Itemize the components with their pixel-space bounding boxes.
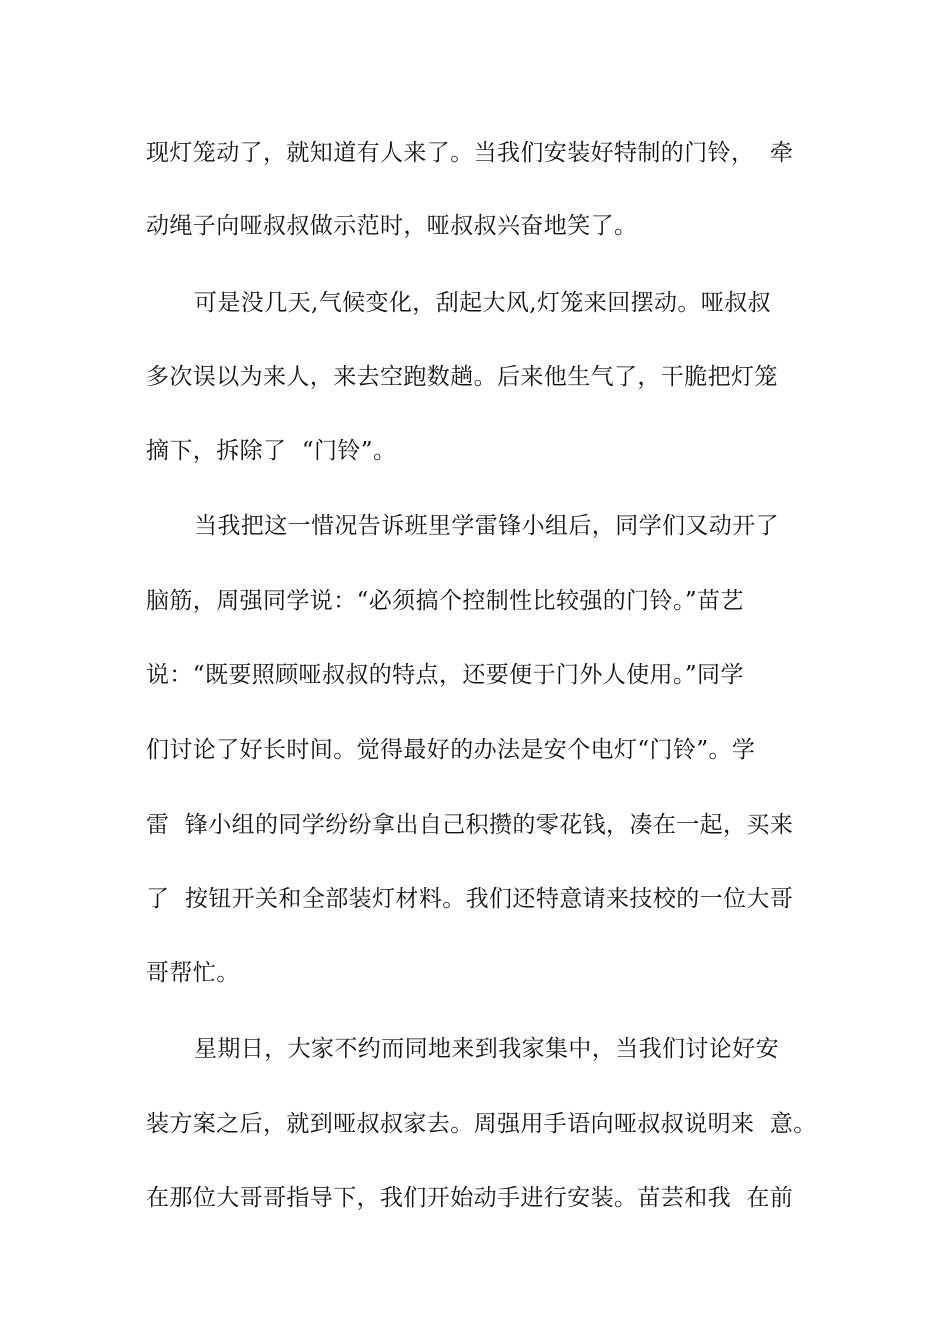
text-line: 雷 锋小组的同学纷纷拿出自己积攒的零花钱，凑在一起，买来 bbox=[146, 812, 794, 838]
text-line: 动绳子向哑叔叔做示范时，哑叔叔兴奋地笑了。 bbox=[146, 213, 638, 239]
paragraph-start-line: 可是没几天,气候变化，刮起大风,灯笼来回摆动。哑叔叔 bbox=[194, 290, 772, 316]
text-line: 了 按钮开关和全部装灯材料。我们还特意请来技校的一位大哥 bbox=[146, 886, 794, 912]
text-line: 多次误以为来人，来去空跑数趟。后来他生气了，干脆把灯笼 bbox=[146, 364, 778, 390]
text-line: 脑筋，周强同学说：“必须搞个控制性比较强的门铃。”苗艺 bbox=[146, 588, 744, 614]
text-line: 现灯笼动了，就知道有人来了。当我们安装好特制的门铃， 牵 bbox=[146, 140, 794, 166]
paragraph-start-line: 当我把这一惜况告诉班里学雷锋小组后，同学们又动开了 bbox=[194, 513, 779, 539]
text-line: 哥帮忙。 bbox=[146, 960, 240, 986]
text-line: 们讨论了好长时间。觉得最好的办法是安个电灯“门铃”。学 bbox=[146, 737, 756, 763]
text-line: 装方案之后，就到哑叔叔家去。周强用手语向哑叔叔说明来 意。 bbox=[146, 1111, 817, 1137]
text-line: 摘下，拆除了 “门铃”。 bbox=[146, 438, 397, 464]
text-line: 在那位大哥哥指导下，我们开始动手进行安装。苗芸和我 在前 bbox=[146, 1185, 794, 1211]
paragraph-start-line: 星期日，大家不约而同地来到我家集中，当我们讨论好安 bbox=[194, 1036, 779, 1062]
text-line: 说：“既要照顾哑叔叔的特点，还要便于门外人使用。”同学 bbox=[146, 662, 744, 688]
